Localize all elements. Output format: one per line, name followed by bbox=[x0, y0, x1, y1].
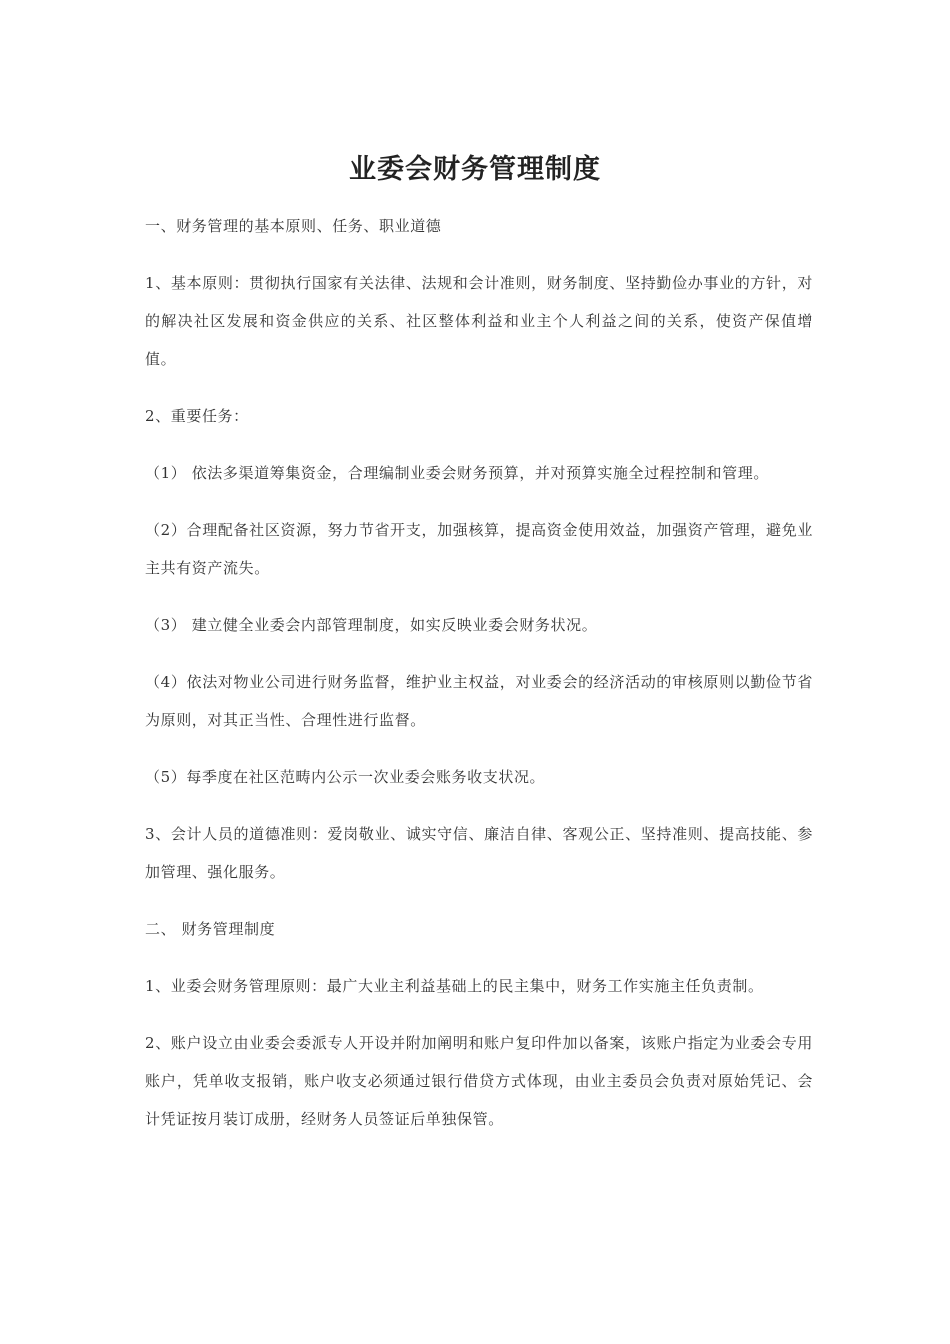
paragraph-task-2: （2）合理配备社区资源，努力节省开支，加强核算，提高资金使用效益，加强资产管理，避免业主共有资产流失。 bbox=[145, 521, 813, 577]
document-title: 业委会财务管理制度 bbox=[349, 154, 601, 186]
paragraph-task-3: （3） 建立健全业委会内部管理制度，如实反映业委会财务状况。 bbox=[145, 616, 598, 634]
paragraph-main-tasks: 2、重要任务： bbox=[145, 407, 249, 425]
section-heading-1: 一、财务管理的基本原则、任务、职业道德 bbox=[145, 217, 442, 235]
paragraph-task-4: （4）依法对物业公司进行财务监督，维护业主权益，对业委会的经济活动的审核原则以勤俭节省为原则，对其正当性、合理性进行监督。 bbox=[145, 673, 813, 729]
paragraph-basic-principles: 1、基本原则：贯彻执行国家有关法律、法规和会计准则，财务制度、坚持勤俭办事业的方针，对的解决社区发展和资金供应的关系、社区整体利益和业主个人利益之间的关系，使资产保值增值。 bbox=[145, 274, 813, 368]
paragraph-task-5: （5）每季度在社区范畴内公示一次业委会账务收支状况。 bbox=[145, 768, 546, 786]
paragraph-management-principle: 1、业委会财务管理原则：最广大业主利益基础上的民主集中，财务工作实施主任负责制。 bbox=[145, 977, 764, 995]
paragraph-task-1: （1） 依法多渠道筹集资金，合理编制业委会财务预算，并对预算实施全过程控制和管理。 bbox=[145, 464, 769, 482]
paragraph-account-setup: 2、账户设立由业委会委派专人开设并附加阐明和账户复印件加以备案，该账户指定为业委会专用账户，凭单收支报销，账户收支必须通过银行借贷方式体现，由业主委员会负责对原始凭记、会计凭证按月装订成册，经财务人员签证后单独保管。 bbox=[145, 1034, 813, 1128]
section-heading-2: 二、 财务管理制度 bbox=[145, 920, 276, 938]
paragraph-ethics: 3、会计人员的道德准则：爱岗敬业、诚实守信、廉洁自律、客观公正、坚持准则、提高技能、参加管理、强化服务。 bbox=[145, 825, 813, 881]
document-body bbox=[145, 207, 813, 1157]
